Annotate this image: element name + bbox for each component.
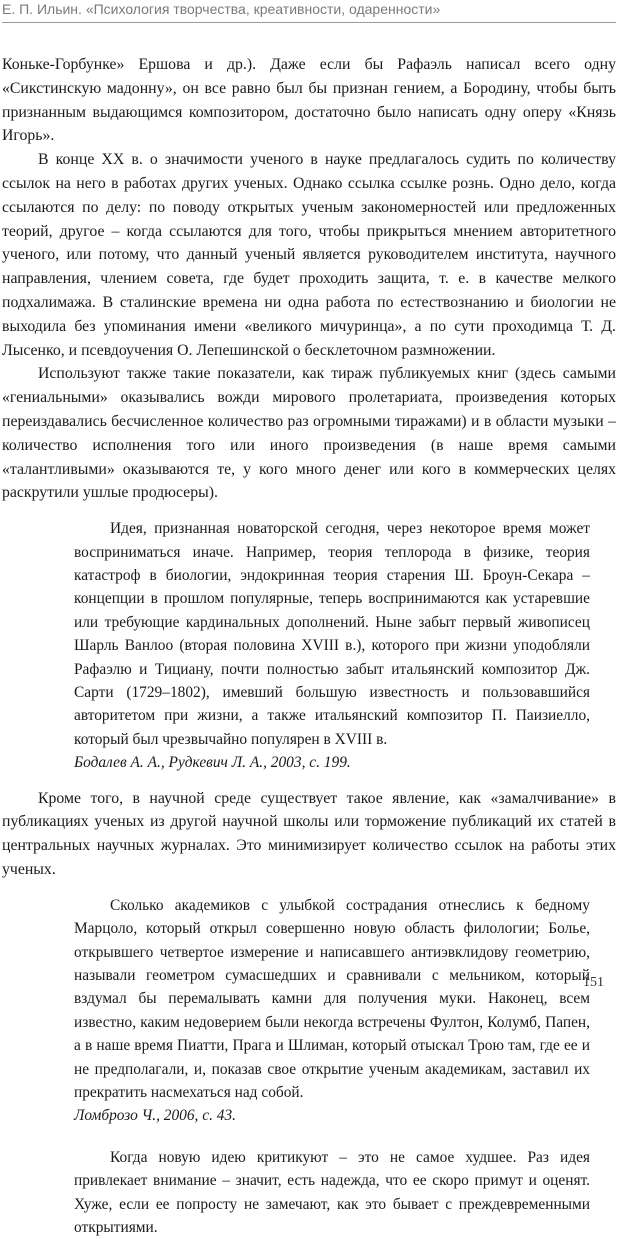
page-number: 151: [583, 975, 604, 990]
quote-block-lombroso: [74, 894, 590, 1128]
quote-source: Бодалев А. А., Рудкевич Л. А., 2003, с. 199.: [74, 754, 351, 772]
paragraph-citations: В конце XX в. о значимости ученого в науке предлагалось судить по количеству ссылок на него в работах других ученых. Однако ссылка ссылке рознь. Одно дело, когда ссылаются по делу: по поводу открытых ученым закономерностей или предложенных теорий, другое – когда ссылаются для того, чтобы прикрыться мнением авторитетного ученого, или потому, что данный ученый является руководителем института, научного направления, члением совета, где будет проходить защита, т. е. в качестве мелкого подхалимажа. В сталинские времена ни одна работа по естествознанию и биологии не выходила без упоминания имени «великого мичуринца», а по сути проходимца Т. Д. Лысенко, и псевдоучения О. Лепешинской о бесклеточном размножении.: [2, 151, 616, 359]
paragraph-continuation: Коньке-Горбунке» Ершова и др.). Даже если бы Рафаэль написал всего одну «Сикстинскую мадонну», он все равно был бы признан гением, а Бородину, чтобы быть признанным выдающимся композитором, достаточно было написать одну оперу «Князь Игорь».: [2, 56, 616, 145]
running-header: Е. П. Ильин. «Психология творчества, креативности, одаренности»: [2, 0, 616, 23]
quote-block-new-idea: [74, 1146, 590, 1239]
quote-text: Сколько академиков с улыбкой сострадания отнеслись к бедному Марцоло, который открыл совершенно новую область филологии; Болье, открывшего четвертое измерение и написавшего антиэвклидову геометрию, называли геометром сумасшедших и сравнивали с мельником, который вздумал бы перемалывать камни для получения муки. Наконец, всем известно, каким недоверием были некогда встречены Фултон, Колумб, Папен, а в наше время Пиатти, Прага и Шлиман, который отыскал Трою там, где ее и не предполагали, и, показав свое открытие ученым академикам, заставил их прекратить насмехаться над собой.: [74, 896, 590, 1102]
quote-text: Идея, признанная новаторской сегодня, через некоторое время может восприниматься иначе. Например, теория теплорода в физике, теория катастроф в биологии, эндокринная теория старения Ш. Броун-Секара – концепции в прошлом популярные, теперь воспринимаются как устаревшие или требующие кардинальных дополнений. Ныне забыт первый живописец Шарль Ванлоо (вторая половина XVIII в.), которого при жизни уподобляли Рафаэлю и Тициану, почти полностью забыт итальянский композитор Дж. Сарти (1729–1802), имевший большую известность и пользовавшийся авторитетом при жизни, а также итальянский композитор П. Паизиелло, который был чрезвычайно популярен в XVIII в.: [74, 520, 590, 748]
quote-source: Ломброзо Ч., 2006, с. 43.: [74, 1107, 237, 1125]
paragraph-indicators: Используют также такие показатели, как тираж публикуемых книг (здесь самыми «гениальными» оказывались вожди мирового пролетариата, произведения которых переиздавались бесчисленное количество раз огромными тиражами) и в области музыки – количество исполнения того или иного произведения (в наше время самыми «талантливыми» оказываются те, у кого много денег или кого в коммерческих целях раскрутили ушлые продюсеры).: [2, 365, 616, 502]
page-content: [2, 53, 616, 1239]
paragraph-silencing: Кроме того, в научной среде существует такое явление, как «замалчивание» в публикациях ученых из другой научной школы или торможение публикаций их статей в центральных научных журналах. Это минимизирует количество ссылок на работы этих ученых.: [2, 789, 616, 878]
quote-block-bodalev: [74, 517, 590, 774]
quote-text: Когда новую идею критикуют – это не самое худшее. Раз идея привлекает внимание – значит, есть надежда, что ее скоро примут и оценят. Хуже, если ее попросту не замечают, как это бывает с преждевременными открытиями.: [74, 1148, 590, 1237]
